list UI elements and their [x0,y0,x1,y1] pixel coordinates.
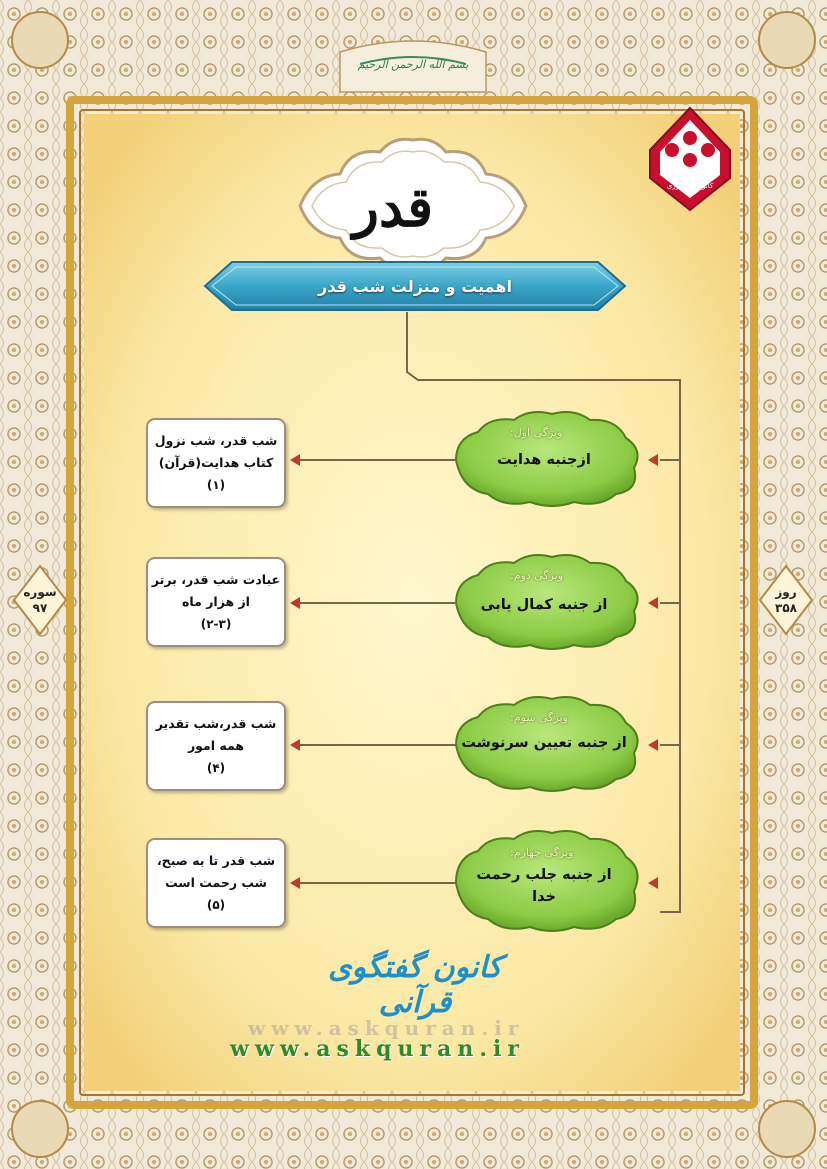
day-label-text: روز [775,585,797,599]
feature-4-box-ref: (۵) [206,898,226,912]
day-label [768,584,804,616]
surah-number: ۹۷ [32,601,48,615]
feature-3-sub: ویژگی سوم: [510,711,568,724]
feature-4-box [146,838,286,928]
feature-2-sub: ویژگی دوم: [510,569,564,582]
website-watermark: www.askquran.ir [248,1016,525,1040]
footer-logo: کانون گفتگوی قرآنی [328,950,502,1020]
page-title: قدر [352,175,434,239]
feature-4-main: از جنبه جلب رحمت خدا [476,867,612,905]
feature-4-box-line-2: شب رحمت است [165,875,267,890]
feature-1-sub: ویژگی اول: [510,426,563,439]
feature-1-main: ازجنبه هدایت [497,452,591,468]
feature-2-box-line-1: عبادت شب قدر، برتر [151,572,281,587]
feature-3-box-line-2: همه امور [187,738,245,753]
basmala-text: بسم الله الرحمن الرحيم [357,58,469,71]
feature-2-box-ref: (۲-۳) [200,617,232,631]
feature-3-main: از جنبه تعیین سرنوشت [461,735,627,751]
feature-3-box [146,701,286,791]
feature-4-box-line-1: شب قدر تا به صبح، [156,853,276,868]
surah-label [22,584,58,616]
feature-3-box-ref: (۴) [206,761,226,775]
feature-1-box-line-2: کتاب هدایت(قرآن) [158,455,274,470]
banner-title: اهمیت و منزلت شب قدر [318,276,512,296]
badge-text: کانون آیه آموزی [666,182,714,190]
day-number: ۳۵۸ [775,601,797,615]
feature-2-box-line-2: از هزار ماه [182,594,250,609]
feature-3-box-line-1: شب قدر،شب تقدیر [155,716,277,731]
feature-4-sub: ویژگی چهارم: [510,846,574,859]
surah-label-text: سوره [23,585,57,599]
feature-1-box [146,418,286,508]
website-text: www.askquran.ir [230,1036,525,1062]
feature-1-box-ref: (۱) [206,478,226,492]
feature-1-box-line-1: شب قدر، شب نزول [154,433,278,448]
feature-2-main: از جنبه کمال یابی [480,597,608,613]
feature-2-box [146,557,286,647]
